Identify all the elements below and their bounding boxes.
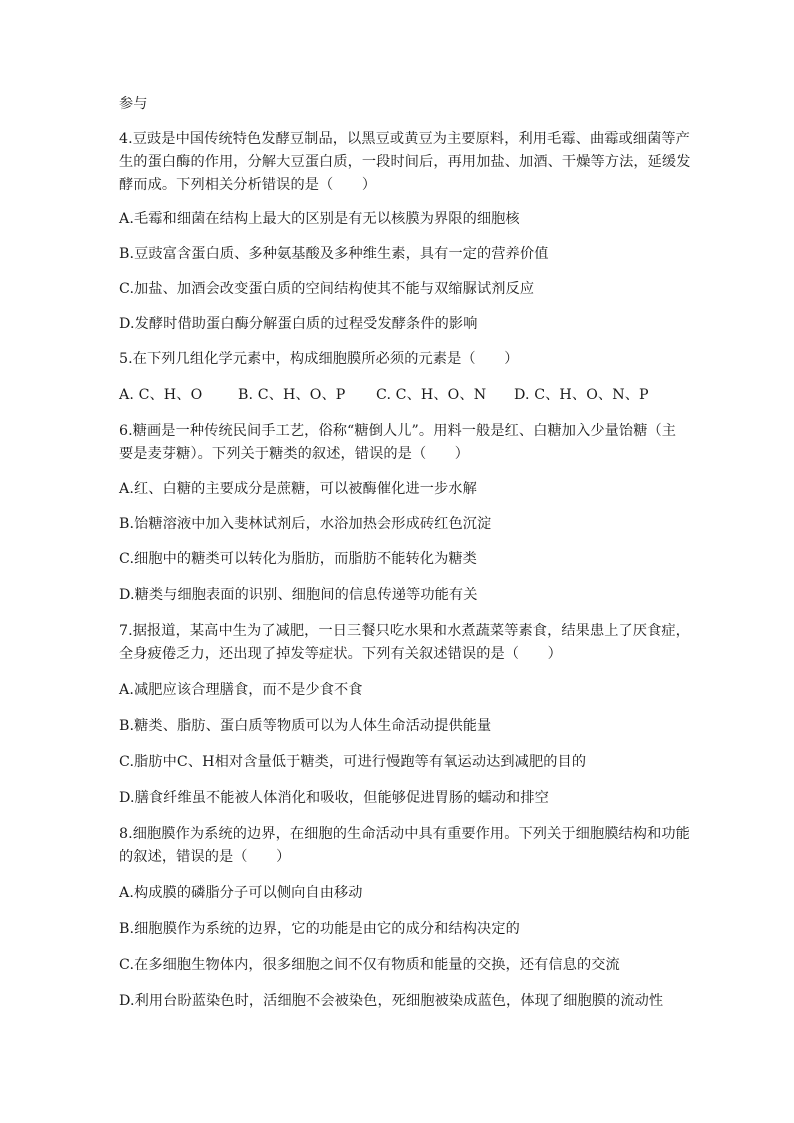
question-8-option-a: A.构成膜的磷脂分子可以侧向自由移动 xyxy=(119,885,363,901)
question-4-option-c: C.加盐、加酒会改变蛋白质的空间结构使其不能与双缩脲试剂反应 xyxy=(119,281,535,297)
question-8-option-c: C.在多细胞生物体内，很多细胞之间不仅有物质和能量的交换，还有信息的交流 xyxy=(119,957,620,973)
question-6-stem-line-1: 6.糖画是一种传统民间手工艺，俗称“糖倒人儿”。用料一般是红、白糖加入少量饴糖（主 xyxy=(119,423,677,439)
question-4-stem-line-2: 生的蛋白酶的作用，分解大豆蛋白质，一段时间后，再用加盐、加酒、干燥等方法，延缓发 xyxy=(119,154,691,170)
question-7-option-a: A.减肥应该合理膳食，而不是少食不食 xyxy=(119,682,363,698)
question-7-option-b: B.糖类、脂肪、蛋白质等物质可以为人体生命活动提供能量 xyxy=(119,718,492,734)
question-5-option-c: C. C、H、O、N xyxy=(376,387,487,403)
question-8-option-d: D.利用台盼蓝染色时，活细胞不会被染色，死细胞被染成蓝色，体现了细胞膜的流动性 xyxy=(119,993,664,1009)
question-7-stem-line-2: 全身疲倦乏力，还出现了掉发等症状。下列有关叙述错误的是（ ） xyxy=(119,646,562,662)
question-5-options-row xyxy=(119,384,685,407)
question-5-option-b: B. C、H、O、P xyxy=(238,387,346,403)
question-4-stem-line-3: 酵而成。下列相关分析错误的是（ ） xyxy=(119,177,377,193)
question-6-stem-line-2: 要是麦芽糖）。下列关于糖类的叙述，错误的是（ ） xyxy=(119,446,470,462)
question-8-stem-line-2: 的叙述，错误的是（ ） xyxy=(119,849,291,865)
question-7-option-d: D.膳食纤维虽不能被人体消化和吸收，但能够促进胃肠的蠕动和排空 xyxy=(119,790,549,806)
question-5-option-d: D. C、H、O、N、P xyxy=(514,387,649,403)
question-4-option-d: D.发酵时借助蛋白酶分解蛋白质的过程受发酵条件的影响 xyxy=(119,316,478,332)
question-7-option-c: C.脂肪中C、H相对含量低于糖类，可进行慢跑等有氧运动达到减肥的目的 xyxy=(119,754,587,770)
question-6-option-a: A.红、白糖的主要成分是蔗糖，可以被酶催化进一步水解 xyxy=(119,481,477,497)
question-8-stem-line-1: 8.细胞膜作为系统的边界，在细胞的生命活动中具有重要作用。下列关于细胞膜结构和功能 xyxy=(119,826,690,842)
question-4-option-b: B.豆豉富含蛋白质、多种氨基酸及多种维生素，具有一定的营养价值 xyxy=(119,246,549,262)
question-4-stem-line-1: 4.豆豉是中国传统特色发酵豆制品，以黑豆或黄豆为主要原料，利用毛霉、曲霉或细菌等产 xyxy=(119,131,690,147)
question-5-option-a: A. C、H、O xyxy=(119,387,203,403)
question-4-option-a: A.毛霉和细菌在结构上最大的区别是有无以核膜为界限的细胞核 xyxy=(119,211,520,227)
question-8-option-b: B.细胞膜作为系统的边界，它的功能是由它的成分和结构决定的 xyxy=(119,921,520,937)
question-6-option-c: C.细胞中的糖类可以转化为脂肪，而脂肪不能转化为糖类 xyxy=(119,551,477,567)
question-7-stem-line-1: 7.据报道，某高中生为了减肥，一日三餐只吃水果和水煮蔬菜等素食，结果患上了厌食症， xyxy=(119,623,690,639)
question-6-option-d: D.糖类与细胞表面的识别、细胞间的信息传递等功能有关 xyxy=(119,587,478,603)
question-5-stem: 5.在下列几组化学元素中，构成细胞膜所必须的元素是（ ） xyxy=(119,351,519,367)
question-6-option-b: B.饴糖溶液中加入斐林试剂后，水浴加热会形成砖红色沉淀 xyxy=(119,516,492,532)
section-header: 参与 xyxy=(119,96,148,112)
